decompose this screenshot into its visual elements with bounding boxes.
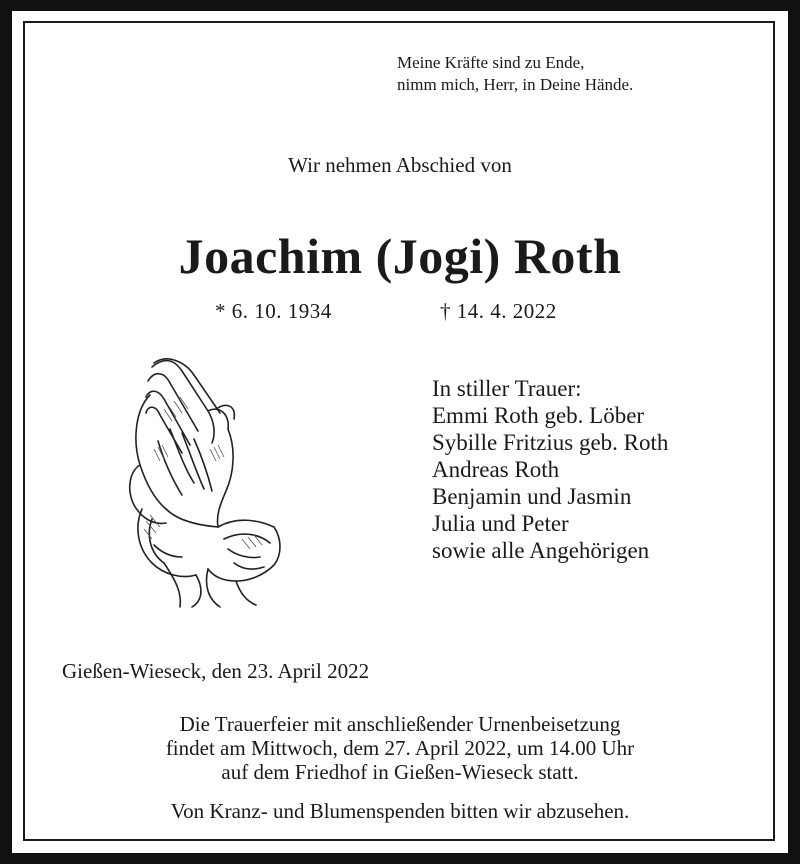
mourner-name: Sybille Fritzius geb. Roth bbox=[432, 430, 669, 455]
mourner-name: Julia und Peter bbox=[432, 511, 569, 536]
mourners-block bbox=[432, 375, 668, 564]
mourner-name: sowie alle Angehörigen bbox=[432, 538, 650, 563]
mourner-name: Benjamin und Jasmin bbox=[432, 484, 632, 509]
mourner-name: Andreas Roth bbox=[432, 457, 560, 482]
verse-line-1: Meine Kräfte sind zu Ende, bbox=[397, 53, 585, 72]
service-line-3: auf dem Friedhof in Gießen-Wieseck statt. bbox=[221, 760, 579, 784]
mourners-heading: In stiller Trauer: bbox=[432, 376, 582, 401]
mourner-name: Emmi Roth geb. Löber bbox=[432, 403, 645, 428]
deceased-name: Joachim (Jogi) Roth bbox=[178, 228, 622, 284]
praying-hands-icon bbox=[124, 349, 284, 611]
service-line-2: findet am Mittwoch, dem 27. April 2022, um 14.00 Uhr bbox=[165, 736, 635, 760]
birth-date: * 6. 10. 1934 bbox=[215, 299, 332, 323]
verse bbox=[397, 52, 633, 96]
service-line-1: Die Trauerfeier mit anschließender Urnenbeisetzung bbox=[179, 712, 621, 736]
verse-line-2: nimm mich, Herr, in Deine Hände. bbox=[397, 75, 634, 94]
no-flowers-note: Von Kranz- und Blumenspenden bitten wir abzusehen. bbox=[170, 799, 630, 823]
death-date: † 14. 4. 2022 bbox=[440, 299, 557, 323]
intro-text: Wir nehmen Abschied von bbox=[288, 153, 512, 177]
service-info bbox=[12, 712, 788, 784]
obituary-page bbox=[12, 11, 788, 853]
place-date: Gießen-Wieseck, den 23. April 2022 bbox=[62, 659, 370, 683]
